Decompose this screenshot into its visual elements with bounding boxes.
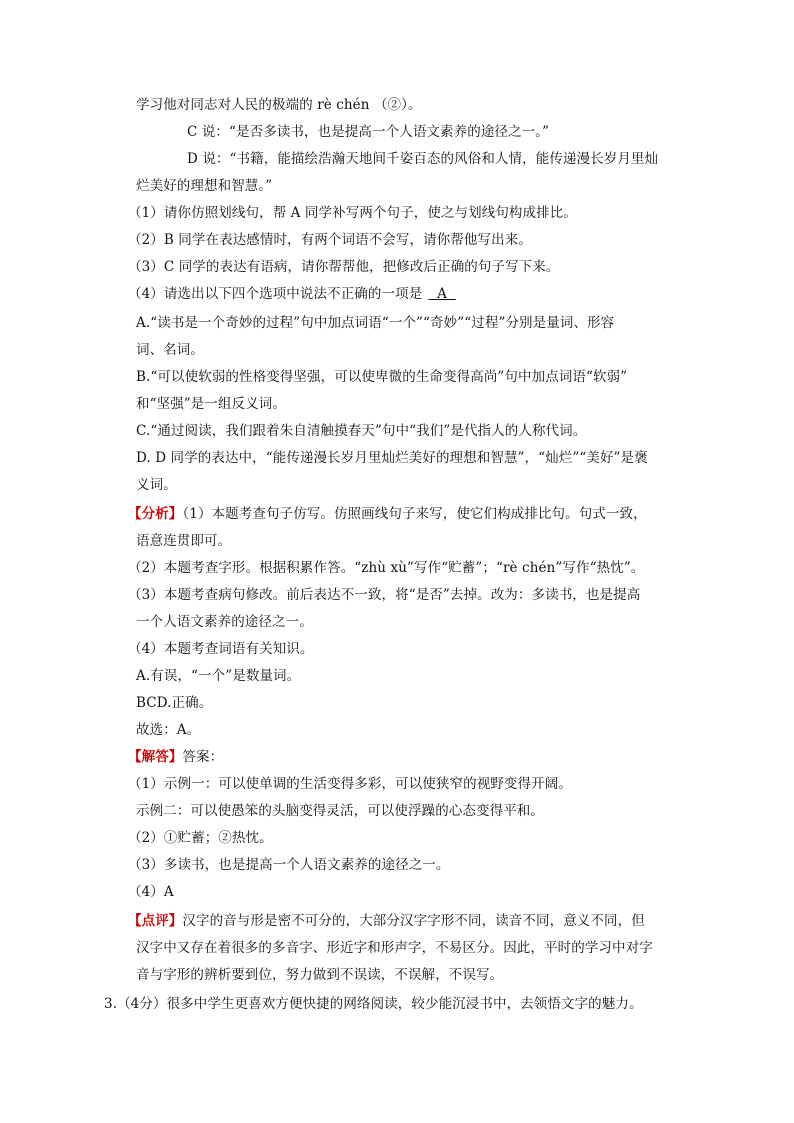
text-line: A.有误，“一个”是数量词。 <box>136 668 301 684</box>
text-line: B.“可以使软弱的性格变得坚强，可以使卑微的生命变得高尚”句中加点词语“软弱” <box>136 369 628 385</box>
analysis-tag: 【分析】 <box>128 506 183 522</box>
text-line: （3）多读书，也是提高一个人语文素养的途径之一。 <box>128 857 450 873</box>
text-line: 故选：A。 <box>136 722 201 738</box>
text-line: 义词。 <box>136 477 177 493</box>
text-line: （4）A <box>128 884 174 900</box>
text-line: 一个人语文素养的途径之一。 <box>136 614 313 630</box>
text-line <box>128 284 668 304</box>
text-line: （2）本题考查字形。根据积累作答。“zhù xù”写作“贮蓄”；“rè chén”写作“热忱”。 <box>128 560 645 576</box>
text-line: 音与字形的辨析要到位，努力做到不误读，不误解，不误写。 <box>136 967 504 983</box>
text-line: 【点评】汉字的音与形是密不可分的，大部分汉字字形不同，读音不同，意义不同，但 <box>128 913 645 929</box>
text-line: 【解答】答案： <box>128 749 224 765</box>
text-line: （1）请你仿照划线句，帮 A 同学补写两个句子，使之与划线句构成排比。 <box>128 205 577 221</box>
text-line: 和“坚强”是一组反义词。 <box>136 396 287 412</box>
text-line: 烂美好的理想和智慧。” <box>136 178 273 194</box>
text-line: （3）本题考查病句修改。前后表达不一致，将“是否”去掉。改为：多读书，也是提高 <box>128 587 641 603</box>
text-line: （4）本题考查词语有关知识。 <box>128 641 314 657</box>
text-line: D. D 同学的表达中，“能传递漫长岁月里灿烂美好的理想和智慧”，“灿烂”“美好”是褒 <box>136 450 648 466</box>
text-line: 汉字中又存在着很多的多音字、形近字和形声字，不易区分。因此，平时的学习中对字 <box>136 940 653 956</box>
text-line: 学习他对同志对人民的极端的 rè chén （②）。 <box>136 97 422 113</box>
text-line: A.“读书是一个奇妙的过程”句中加点词语“一个”“奇妙”“过程”分别是量词、形容 <box>136 315 615 331</box>
text-line: 【分析】（1）本题考查句子仿写。仿照画线句子来写，使它们构成排比句。句式一致， <box>128 506 647 522</box>
question-3: 3.（4分）很多中学生更喜欢方便快捷的网络阅读，较少能沉浸书中，去领悟文字的魅力。 <box>104 996 643 1012</box>
text-line: C.“通过阅读，我们跟着朱自清触摸春天”句中“我们”是代指人的人称代词。 <box>136 423 587 439</box>
text-line: 词、名词。 <box>136 342 204 358</box>
text-line: （3）C 同学的表达有语病，请你帮帮他，把修改后正确的句子写下来。 <box>128 259 560 275</box>
answer-blank: A <box>428 286 456 302</box>
text-line: D 说：“书籍，能描绘浩瀚天地间千姿百态的风俗和人情，能传递漫长岁月里灿 <box>187 151 659 167</box>
text-line: C 说：“是否多读书，也是提高一个人语文素养的途径之一。” <box>187 124 550 140</box>
text-line: 语意连贯即可。 <box>136 533 232 549</box>
question-text: （4）请选出以下四个选项中说法不正确的一项是 <box>128 286 423 302</box>
text-line: （2）B 同学在表达感情时，有两个词语不会写，请你帮他写出来。 <box>128 232 532 248</box>
text-line: （2）①贮蓄；②热忱。 <box>128 830 273 846</box>
text-line: （1）示例一：可以使单调的生活变得多彩，可以使狭窄的视野变得开阔。 <box>128 776 572 792</box>
text-line: 示例二：可以使愚笨的头脑变得灵活，可以使浮躁的心态变得平和。 <box>136 803 544 819</box>
text-line: BCD.正确。 <box>136 695 213 711</box>
answer-tag: 【解答】 <box>128 749 183 765</box>
comment-tag: 【点评】 <box>128 913 183 929</box>
